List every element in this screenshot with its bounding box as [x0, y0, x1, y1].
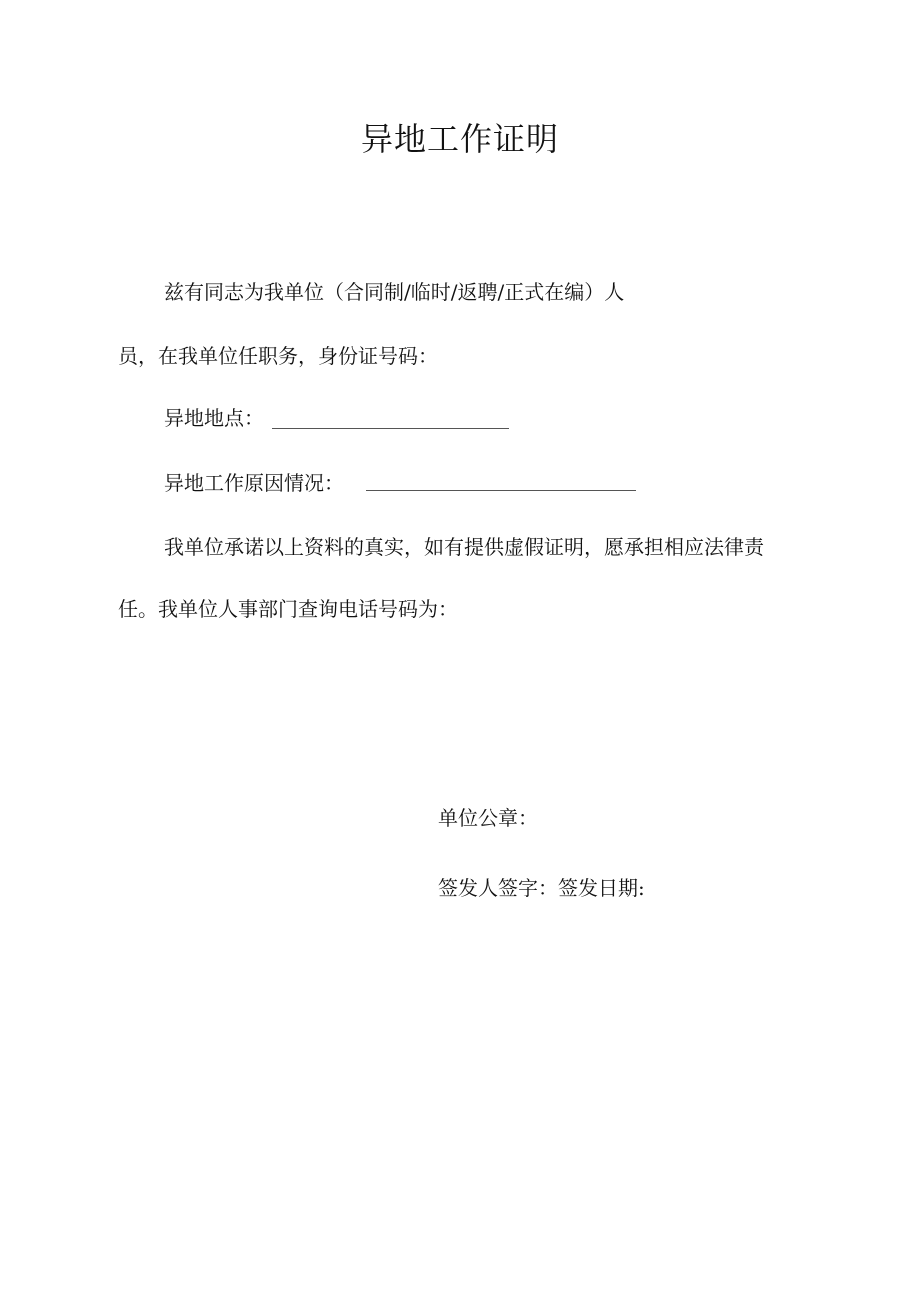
reason-blank-line [366, 490, 636, 491]
reason-label: 异地工作原因情况： [164, 471, 344, 495]
document-title: 异地工作证明 [360, 120, 559, 158]
seal-label: 单位公章： [438, 806, 538, 830]
location-blank-line [272, 428, 509, 429]
location-row [164, 404, 264, 432]
location-label: 异地地点： [164, 406, 264, 430]
signer-label: 签发人签字：签发日期: [438, 876, 645, 900]
intro-line-1: 兹有同志为我单位（合同制/临时/返聘/正式在编）人 [164, 280, 625, 304]
promise-line-2: 任。我单位人事部门查询电话号码为： [118, 597, 458, 621]
promise-line-1: 我单位承诺以上资料的真实，如有提供虚假证明，愿承担相应法律责 [164, 535, 764, 559]
intro-line-2: 员，在我单位任职务，身份证号码： [118, 344, 438, 368]
reason-row [164, 469, 344, 497]
